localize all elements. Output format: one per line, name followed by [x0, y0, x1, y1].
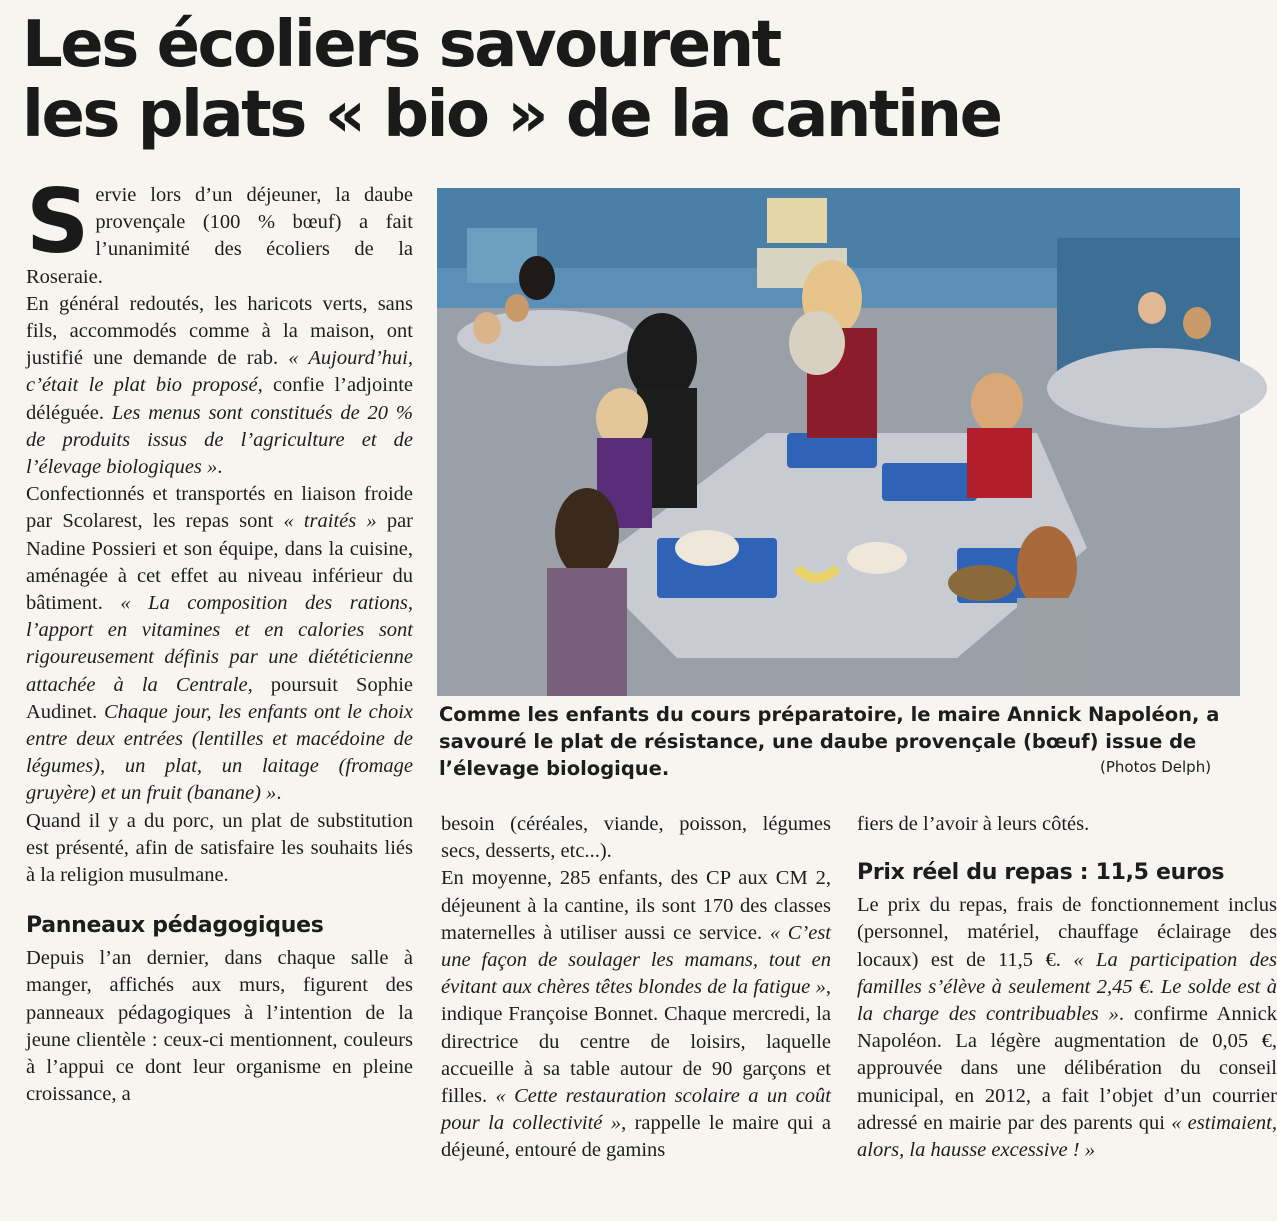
paragraph: fiers de l’avoir à leurs côtés.	[857, 813, 1090, 835]
paragraph	[26, 481, 413, 807]
paragraph-text: .	[276, 782, 282, 805]
quote: « Cette restauration scolaire a un coût pour la collectivité »	[441, 1085, 831, 1135]
paragraph-text: poursuit Sophie Audinet.	[26, 673, 413, 723]
paragraph	[441, 865, 831, 1164]
caption-line: savouré le plat de résistance, une daube provençale (bœuf) issue de	[439, 730, 1197, 753]
paragraph-text: ervie lors d’un déjeuner, la daube provençale (100 % bœuf) a fait l’unanimité des écoliers de la Roseraie.	[26, 184, 413, 288]
paragraph-text: .	[217, 456, 223, 479]
paragraph-text: , indique Françoise Bonnet. Chaque mercredi, la directrice du centre de loisirs, laquelle accueille à sa table autour de 90 garçons et filles.	[441, 976, 831, 1108]
quote: « traités »	[283, 510, 377, 533]
paragraph-text: Le prix du repas, frais de fonctionnement inclus (personnel, matériel, chauffage éclairage des locaux) est de 11,5 €.	[857, 894, 1277, 971]
headline-line-1: Les écoliers savourent	[22, 8, 780, 82]
paragraph-text: En général redoutés, les haricots verts, sans fils, accommodés comme à la maison, ont justifié une demande de rab.	[26, 292, 413, 370]
headline	[22, 10, 1237, 150]
paragraph	[857, 892, 1277, 1164]
subheading: Prix réel du repas : 11,5 euros	[857, 860, 1225, 886]
cantine-photo	[437, 188, 1240, 696]
paragraph-text: Confectionnés et transportés en liaison froide par Scolarest, les repas sont	[26, 483, 413, 533]
quote: Chaque jour, les enfants ont le choix entre deux entrées (lentilles et macédoine de légumes), un plat, un laitage (fromage gruyère) et un fruit (banane) »	[26, 700, 414, 805]
column-3-body	[857, 811, 1277, 1164]
paragraph-text: . confirme Annick Napoléon. La légère augmentation de 0,05 €, approuvée dans une délibération du conseil municipal, en 2012, a fait l’objet d’un courrier adressé en mairie par des parents qui	[857, 1003, 1277, 1134]
paragraph-text: confie l’adjointe déléguée.	[26, 374, 413, 424]
drop-cap: S	[26, 170, 90, 273]
article-column-1	[26, 170, 414, 1109]
quote: « La composition des rations, l’apport en vitamines et en calories sont rigoureusement définis par une diététicienne attachée à la Centrale,	[26, 592, 414, 696]
quote: « C’est une façon de soulager les mamans, tout en évitant aux chères têtes blondes de la fatigue »	[441, 921, 831, 999]
paragraph-text: par Nadine Possieri et son équipe, dans la cuisine, aménagée à cet effet au niveau inférieur du bâtiment.	[26, 510, 413, 615]
article-column-3	[857, 811, 1277, 1164]
paragraph	[26, 170, 413, 291]
quote: « estimaient, alors, la hausse excessive ! »	[857, 1111, 1277, 1162]
paragraph	[26, 291, 413, 481]
caption-line: l’élevage biologique.	[439, 757, 670, 780]
photo-illustration	[437, 188, 1240, 696]
quote: « Aujourd’hui, c’était le plat bio proposé,	[26, 347, 413, 397]
paragraph: Quand il y a du porc, un plat de substitution est présenté, afin de satisfaire les souhaits liés à la religion musulmane.	[26, 809, 413, 887]
paragraph-text: , rappelle le maire qui a déjeuné, entouré de gamins	[441, 1112, 831, 1162]
quote: « La participation des familles s’élève à seulement 2,45 €. Le solde est à la charge des contribuables »	[857, 948, 1277, 1026]
paragraph: besoin (céréales, viande, poisson, légumes secs, desserts, etc...).	[441, 813, 831, 863]
subheading: Panneaux pédagogiques	[26, 913, 324, 939]
caption-line: Comme les enfants du cours préparatoire, le maire Annick Napoléon, a	[439, 703, 1220, 726]
photo-credit: (Photos Delph)	[1100, 758, 1212, 776]
article-column-2	[441, 811, 831, 1165]
paragraph: Depuis l’an dernier, dans chaque salle à manger, affichés aux murs, figurent des panneaux pédagogiques à l’intention de la jeune clientèle : ceux-ci mentionnent, couleurs à l’appui ce dont leur organisme en pleine croissance, a	[26, 947, 413, 1106]
paragraph-text: En moyenne, 285 enfants, des CP aux CM 2, déjeunent à la cantine, ils sont 170 des classes maternelles à utiliser aussi ce service.	[441, 867, 831, 944]
headline-line-2: les plats « bio » de la cantine	[22, 78, 1001, 152]
quote: Les menus sont constitués de 20 % de produits issus de l’agriculture et de l’élevage biologiques »	[26, 401, 414, 479]
